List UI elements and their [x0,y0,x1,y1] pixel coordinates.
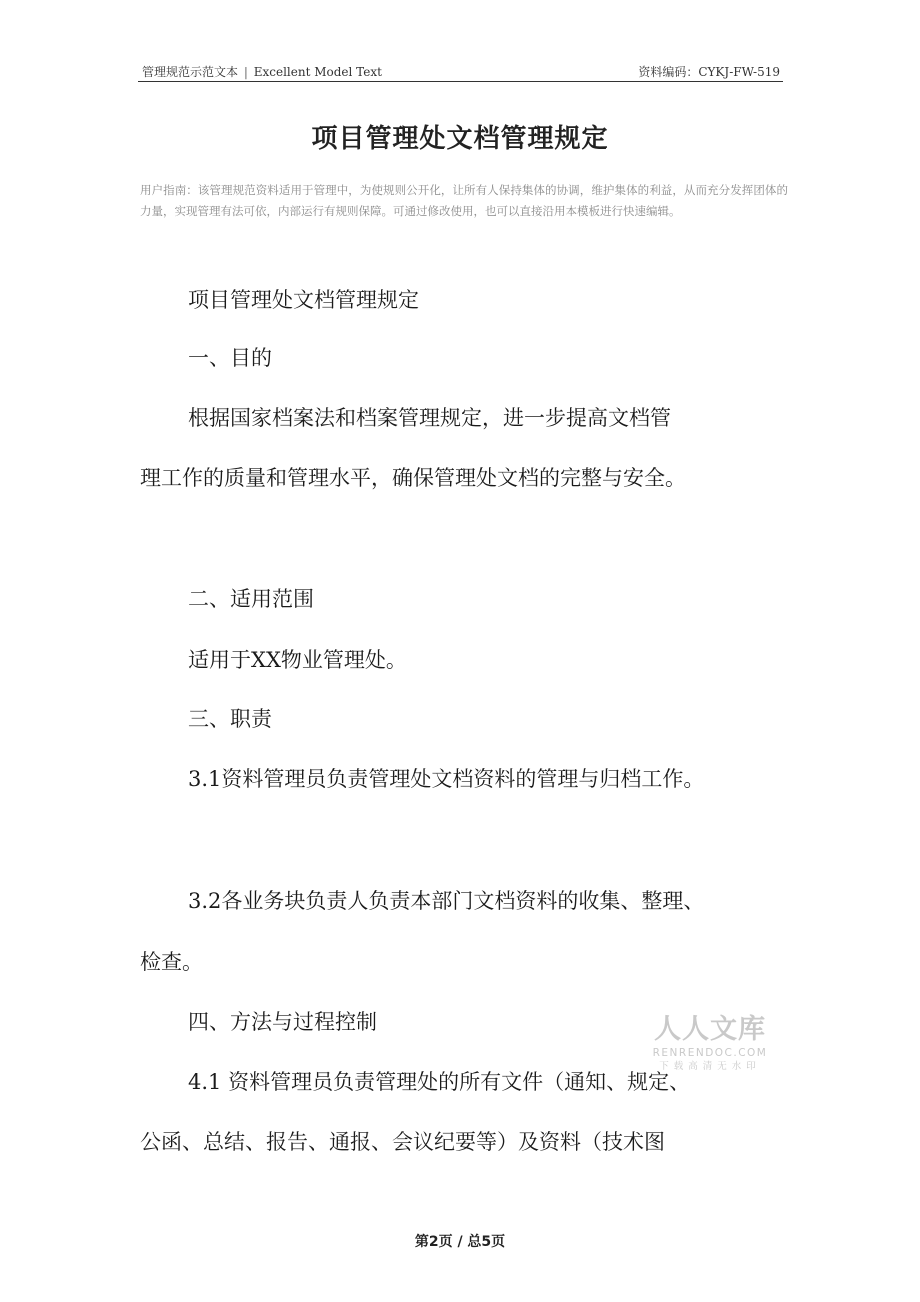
section-4-title: 四、方法与过程控制 [188,1010,377,1034]
section-3-item-2-line-2: 检查。 [140,950,203,974]
watermark-subtext: 下载高清无水印 [659,1061,761,1072]
section-1-line-1: 根据国家档案法和档案管理规定，进一步提高文档管 [188,406,671,430]
section-2-title: 二、适用范围 [188,587,314,611]
header-doc-type: 管理规范示范文本 [142,65,239,79]
page-number: 第2页 / 总5页 [414,1234,506,1250]
section-1-line-2: 理工作的质量和管理水平，确保管理处文档的完整与安全。 [140,466,686,490]
watermark-main-text: 人人文库 [654,1014,766,1045]
header-separator: | [243,65,248,79]
section-3-title: 三、职责 [188,707,272,731]
header-doc-type-en: Excellent Model Text [253,65,382,79]
section-1-title: 一、目的 [188,346,272,370]
header-divider [138,81,783,82]
section-2-text: 适用于XX物业管理处。 [188,648,407,672]
section-3-item-2-line-1: 3.2各业务块负责人负责本部门文档资料的收集、整理、 [188,889,705,913]
section-3-item-1: 3.1资料管理员负责管理处文档资料的管理与归档工作。 [188,767,705,791]
header-doc-code: 资料编码：CYKJ-FW-519 [638,65,780,79]
document-title: 项目管理处文档管理规定 [311,124,609,154]
header-left [142,63,382,80]
watermark-logo [645,1014,775,1074]
user-guide: 用户指南：该管理规范资料适用于管理中，为使规则公开化，让所有人保持集体的协调，维护集体的利益，从而充分发挥团体的力量，实现管理有法可依，内部运行有规则保障。可通过修改使用，也可以直接沿用本模板进行快速编辑。 [140,183,788,218]
page-header [140,60,782,82]
watermark-url: RENRENDOC.COM [652,1047,768,1059]
section-4-item-1-line-1: 4.1 资料管理员负责管理处的所有文件（通知、规定、 [188,1070,691,1094]
body-heading: 项目管理处文档管理规定 [188,288,419,312]
section-4-item-1-line-2: 公函、总结、报告、通报、会议纪要等）及资料（技术图 [140,1130,665,1154]
